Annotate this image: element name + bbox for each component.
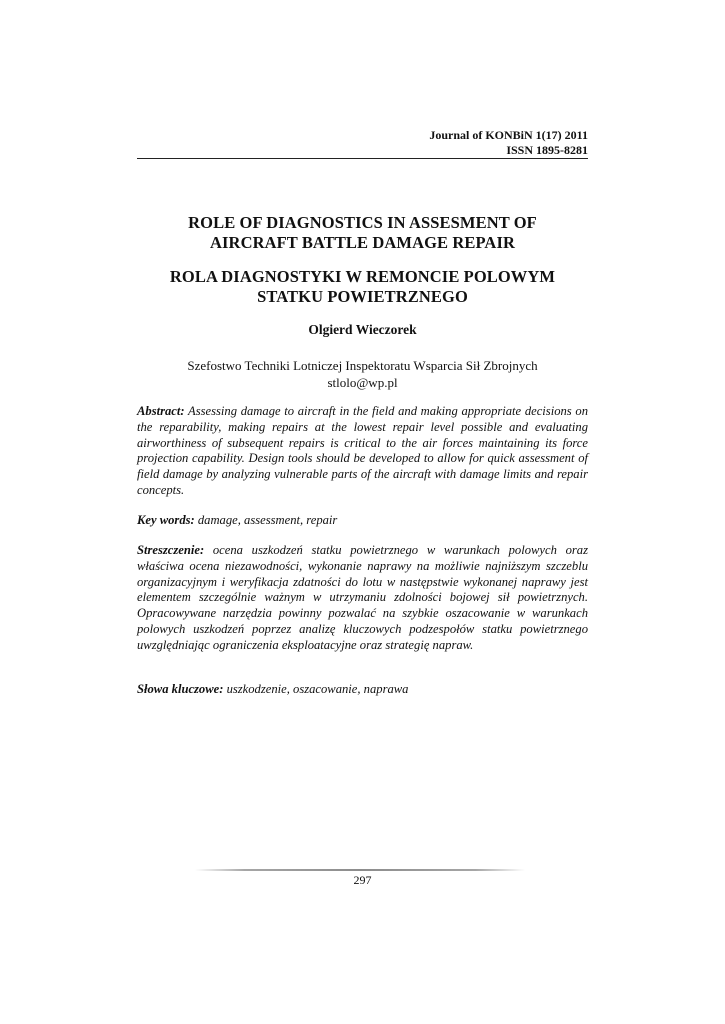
slowa-kluczowe — [137, 682, 588, 698]
abstract — [137, 404, 588, 499]
title-polish — [137, 267, 588, 307]
journal-header — [137, 128, 588, 158]
title-english-line2: AIRCRAFT BATTLE DAMAGE REPAIR — [210, 233, 515, 252]
streszczenie — [137, 543, 588, 654]
keywords-label: Key words: — [137, 513, 195, 527]
title-polish-line2: STATKU POWIETRZNEGO — [257, 287, 468, 306]
header-rule — [137, 158, 588, 159]
author-email: stlolo@wp.pl — [327, 375, 398, 390]
title-english — [137, 213, 588, 253]
affiliation — [137, 357, 588, 391]
abstract-label: Abstract: — [137, 404, 185, 418]
affiliation-institution: Szefostwo Techniki Lotniczej Inspektoratu Wsparcia Sił Zbrojnych — [187, 358, 538, 373]
abstract-text: Assessing damage to aircraft in the field and making appropriate decisions on the reparability, making repairs at the lowest repair level possible and evaluating airworthiness of subsequent repairs is critical to the air forces maintaining its force projection capability. Design tools should be developed to allow for quick assessment of field damage by analyzing vulnerable parts of the aircraft with damage limits and repair concepts. — [137, 404, 588, 497]
author-name: Olgierd Wieczorek — [308, 322, 417, 337]
footer-rule — [195, 869, 525, 871]
slowa-kluczowe-text: uszkodzenie, oszacowanie, naprawa — [223, 682, 409, 696]
title-polish-line1: ROLA DIAGNOSTYKI W REMONCIE POLOWYM — [169, 267, 556, 286]
title-english-line1: ROLE OF DIAGNOSTICS IN ASSESMENT OF — [188, 213, 537, 232]
keywords-text: damage, assessment, repair — [194, 513, 338, 527]
keywords — [137, 513, 588, 529]
page-number: 297 — [353, 873, 372, 887]
slowa-kluczowe-label: Słowa kluczowe: — [137, 682, 224, 696]
streszczenie-text: ocena uszkodzeń statku powietrznego w warunkach polowych oraz właściwa ocena niezawodności, wykonanie naprawy na możliwie najniższym szczeblu organizacyjnym i weryfikacja zdatności do lotu w następstwie wykonanej naprawy jest elementem szczególnie ważnym w utrzymaniu zdolności bojowej sił powietrznych. Opracowywane narzędzia powinny pozwalać na szybkie oszacowanie w warunkach polowych uszkodzeń poprzez analizę kluczowych podzespołów statku powietrznego uwzględniając ograniczenia eksploatacyjne oraz strategię napraw. — [137, 543, 588, 652]
streszczenie-label: Streszczenie: — [137, 543, 205, 557]
journal-name: Journal of KONBiN 1(17) 2011 — [429, 128, 588, 142]
issn: ISSN 1895-8281 — [506, 143, 588, 157]
